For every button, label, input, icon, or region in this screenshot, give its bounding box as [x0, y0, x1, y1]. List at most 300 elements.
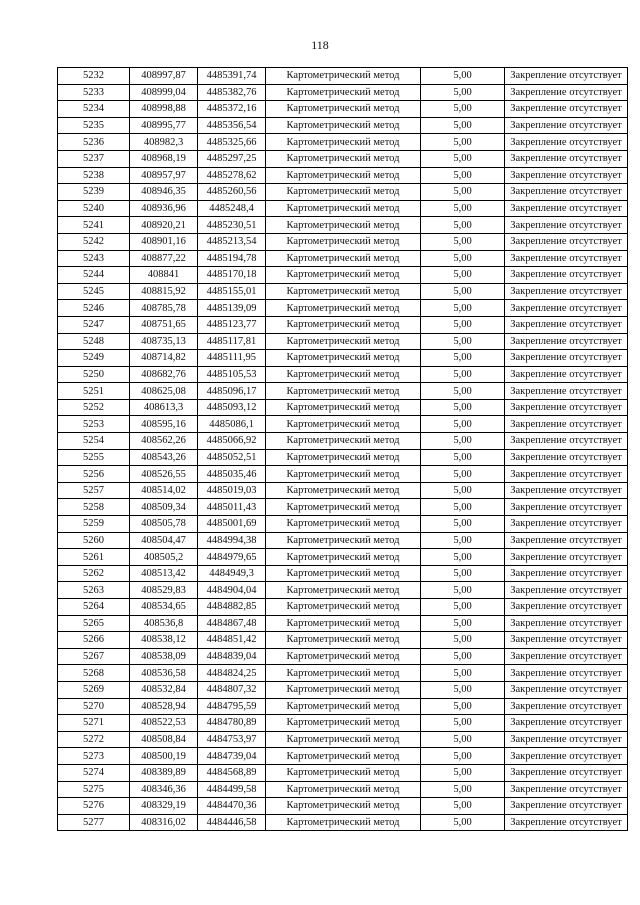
y-coordinate-cell: 4485213,54 [198, 233, 266, 250]
x-coordinate-cell: 408946,35 [130, 184, 198, 201]
table-row [58, 665, 628, 682]
point-number-cell: 5257 [58, 482, 130, 499]
point-number-cell: 5261 [58, 549, 130, 566]
table-row [58, 84, 628, 101]
fixing-cell: Закрепление отсутствует [505, 416, 628, 433]
table-row [58, 599, 628, 616]
point-number-cell: 5239 [58, 184, 130, 201]
x-coordinate-cell: 408995,77 [130, 117, 198, 134]
x-coordinate-cell: 408528,94 [130, 698, 198, 715]
accuracy-cell: 5,00 [421, 117, 505, 134]
fixing-cell: Закрепление отсутствует [505, 565, 628, 582]
fixing-cell: Закрепление отсутствует [505, 715, 628, 732]
point-number-cell: 5255 [58, 449, 130, 466]
accuracy-cell: 5,00 [421, 416, 505, 433]
x-coordinate-cell: 408534,65 [130, 599, 198, 616]
point-number-cell: 5236 [58, 134, 130, 151]
table-row [58, 499, 628, 516]
accuracy-cell: 5,00 [421, 333, 505, 350]
x-coordinate-cell: 408504,47 [130, 532, 198, 549]
fixing-cell: Закрепление отсутствует [505, 350, 628, 367]
point-number-cell: 5270 [58, 698, 130, 715]
method-cell: Картометрический метод [266, 599, 421, 616]
x-coordinate-cell: 408536,8 [130, 615, 198, 632]
x-coordinate-cell: 408346,36 [130, 781, 198, 798]
fixing-cell: Закрепление отсутствует [505, 798, 628, 815]
accuracy-cell: 5,00 [421, 250, 505, 267]
accuracy-cell: 5,00 [421, 449, 505, 466]
method-cell: Картометрический метод [266, 117, 421, 134]
y-coordinate-cell: 4484470,36 [198, 798, 266, 815]
accuracy-cell: 5,00 [421, 499, 505, 516]
fixing-cell: Закрепление отсутствует [505, 283, 628, 300]
point-number-cell: 5264 [58, 599, 130, 616]
point-number-cell: 5275 [58, 781, 130, 798]
fixing-cell: Закрепление отсутствует [505, 499, 628, 516]
y-coordinate-cell: 4485096,17 [198, 383, 266, 400]
x-coordinate-cell: 408536,58 [130, 665, 198, 682]
x-coordinate-cell: 408514,02 [130, 482, 198, 499]
coordinates-table [57, 67, 628, 831]
fixing-cell: Закрепление отсутствует [505, 200, 628, 217]
y-coordinate-cell: 4485052,51 [198, 449, 266, 466]
point-number-cell: 5233 [58, 84, 130, 101]
fixing-cell: Закрепление отсутствует [505, 150, 628, 167]
accuracy-cell: 5,00 [421, 316, 505, 333]
x-coordinate-cell: 408815,92 [130, 283, 198, 300]
x-coordinate-cell: 408505,2 [130, 549, 198, 566]
fixing-cell: Закрепление отсутствует [505, 532, 628, 549]
y-coordinate-cell: 4484807,32 [198, 681, 266, 698]
point-number-cell: 5251 [58, 383, 130, 400]
y-coordinate-cell: 4485230,51 [198, 217, 266, 234]
point-number-cell: 5277 [58, 814, 130, 831]
y-coordinate-cell: 4485248,4 [198, 200, 266, 217]
table-row [58, 350, 628, 367]
table-row [58, 383, 628, 400]
x-coordinate-cell: 408532,84 [130, 681, 198, 698]
fixing-cell: Закрепление отсутствует [505, 383, 628, 400]
accuracy-cell: 5,00 [421, 582, 505, 599]
method-cell: Картометрический метод [266, 316, 421, 333]
point-number-cell: 5260 [58, 532, 130, 549]
point-number-cell: 5248 [58, 333, 130, 350]
x-coordinate-cell: 408508,84 [130, 731, 198, 748]
y-coordinate-cell: 4485139,09 [198, 300, 266, 317]
y-coordinate-cell: 4484851,42 [198, 632, 266, 649]
fixing-cell: Закрепление отсутствует [505, 599, 628, 616]
table-row [58, 250, 628, 267]
method-cell: Картометрический метод [266, 681, 421, 698]
y-coordinate-cell: 4484499,58 [198, 781, 266, 798]
y-coordinate-cell: 4485260,56 [198, 184, 266, 201]
fixing-cell: Закрепление отсутствует [505, 764, 628, 781]
accuracy-cell: 5,00 [421, 798, 505, 815]
x-coordinate-cell: 408522,53 [130, 715, 198, 732]
y-coordinate-cell: 4485066,92 [198, 433, 266, 450]
table-row [58, 482, 628, 499]
point-number-cell: 5273 [58, 748, 130, 765]
point-number-cell: 5252 [58, 399, 130, 416]
fixing-cell: Закрепление отсутствует [505, 516, 628, 533]
table-row [58, 632, 628, 649]
fixing-cell: Закрепление отсутствует [505, 466, 628, 483]
table-row [58, 167, 628, 184]
accuracy-cell: 5,00 [421, 814, 505, 831]
accuracy-cell: 5,00 [421, 101, 505, 118]
y-coordinate-cell: 4485278,62 [198, 167, 266, 184]
y-coordinate-cell: 4485105,53 [198, 366, 266, 383]
fixing-cell: Закрепление отсутствует [505, 665, 628, 682]
accuracy-cell: 5,00 [421, 84, 505, 101]
x-coordinate-cell: 408625,08 [130, 383, 198, 400]
fixing-cell: Закрепление отсутствует [505, 333, 628, 350]
accuracy-cell: 5,00 [421, 399, 505, 416]
x-coordinate-cell: 408526,55 [130, 466, 198, 483]
x-coordinate-cell: 408389,89 [130, 764, 198, 781]
y-coordinate-cell: 4484739,04 [198, 748, 266, 765]
point-number-cell: 5274 [58, 764, 130, 781]
method-cell: Картометрический метод [266, 84, 421, 101]
point-number-cell: 5237 [58, 150, 130, 167]
y-coordinate-cell: 4485117,81 [198, 333, 266, 350]
fixing-cell: Закрепление отсутствует [505, 84, 628, 101]
fixing-cell: Закрепление отсутствует [505, 184, 628, 201]
table-row [58, 399, 628, 416]
method-cell: Картометрический метод [266, 466, 421, 483]
point-number-cell: 5269 [58, 681, 130, 698]
accuracy-cell: 5,00 [421, 698, 505, 715]
method-cell: Картометрический метод [266, 233, 421, 250]
table-row [58, 433, 628, 450]
point-number-cell: 5267 [58, 648, 130, 665]
fixing-cell: Закрепление отсутствует [505, 250, 628, 267]
y-coordinate-cell: 4484979,65 [198, 549, 266, 566]
table-row [58, 748, 628, 765]
x-coordinate-cell: 408529,83 [130, 582, 198, 599]
accuracy-cell: 5,00 [421, 549, 505, 566]
table-row [58, 582, 628, 599]
point-number-cell: 5234 [58, 101, 130, 118]
method-cell: Картометрический метод [266, 532, 421, 549]
y-coordinate-cell: 4485123,77 [198, 316, 266, 333]
method-cell: Картометрический метод [266, 416, 421, 433]
method-cell: Картометрический метод [266, 748, 421, 765]
y-coordinate-cell: 4484994,38 [198, 532, 266, 549]
accuracy-cell: 5,00 [421, 781, 505, 798]
fixing-cell: Закрепление отсутствует [505, 217, 628, 234]
table-row [58, 300, 628, 317]
method-cell: Картометрический метод [266, 366, 421, 383]
method-cell: Картометрический метод [266, 798, 421, 815]
y-coordinate-cell: 4485035,46 [198, 466, 266, 483]
method-cell: Картометрический метод [266, 516, 421, 533]
table-row [58, 416, 628, 433]
fixing-cell: Закрепление отсутствует [505, 814, 628, 831]
fixing-cell: Закрепление отсутствует [505, 449, 628, 466]
x-coordinate-cell: 408999,04 [130, 84, 198, 101]
x-coordinate-cell: 408500,19 [130, 748, 198, 765]
x-coordinate-cell: 408785,78 [130, 300, 198, 317]
accuracy-cell: 5,00 [421, 134, 505, 151]
point-number-cell: 5250 [58, 366, 130, 383]
fixing-cell: Закрепление отсутствует [505, 134, 628, 151]
y-coordinate-cell: 4485011,43 [198, 499, 266, 516]
fixing-cell: Закрепление отсутствует [505, 648, 628, 665]
accuracy-cell: 5,00 [421, 599, 505, 616]
x-coordinate-cell: 408595,16 [130, 416, 198, 433]
y-coordinate-cell: 4485111,95 [198, 350, 266, 367]
table-row [58, 184, 628, 201]
accuracy-cell: 5,00 [421, 681, 505, 698]
accuracy-cell: 5,00 [421, 632, 505, 649]
coordinates-table-body [58, 68, 628, 831]
point-number-cell: 5244 [58, 267, 130, 284]
point-number-cell: 5243 [58, 250, 130, 267]
table-row [58, 316, 628, 333]
y-coordinate-cell: 4484882,85 [198, 599, 266, 616]
x-coordinate-cell: 408957,97 [130, 167, 198, 184]
table-row [58, 101, 628, 118]
method-cell: Картометрический метод [266, 764, 421, 781]
point-number-cell: 5242 [58, 233, 130, 250]
y-coordinate-cell: 4484839,04 [198, 648, 266, 665]
point-number-cell: 5235 [58, 117, 130, 134]
fixing-cell: Закрепление отсутствует [505, 731, 628, 748]
y-coordinate-cell: 4485086,1 [198, 416, 266, 433]
fixing-cell: Закрепление отсутствует [505, 433, 628, 450]
x-coordinate-cell: 408714,82 [130, 350, 198, 367]
table-row [58, 516, 628, 533]
fixing-cell: Закрепление отсутствует [505, 781, 628, 798]
point-number-cell: 5247 [58, 316, 130, 333]
method-cell: Картометрический метод [266, 383, 421, 400]
x-coordinate-cell: 408936,96 [130, 200, 198, 217]
table-row [58, 267, 628, 284]
point-number-cell: 5268 [58, 665, 130, 682]
x-coordinate-cell: 408509,34 [130, 499, 198, 516]
point-number-cell: 5265 [58, 615, 130, 632]
y-coordinate-cell: 4484568,89 [198, 764, 266, 781]
y-coordinate-cell: 4484795,59 [198, 698, 266, 715]
method-cell: Картометрический метод [266, 68, 421, 85]
x-coordinate-cell: 408316,02 [130, 814, 198, 831]
x-coordinate-cell: 408329,19 [130, 798, 198, 815]
accuracy-cell: 5,00 [421, 167, 505, 184]
table-row [58, 814, 628, 831]
accuracy-cell: 5,00 [421, 516, 505, 533]
accuracy-cell: 5,00 [421, 715, 505, 732]
method-cell: Картометрический метод [266, 184, 421, 201]
table-row [58, 615, 628, 632]
accuracy-cell: 5,00 [421, 184, 505, 201]
y-coordinate-cell: 4485001,69 [198, 516, 266, 533]
y-coordinate-cell: 4485019,03 [198, 482, 266, 499]
method-cell: Картометрический метод [266, 150, 421, 167]
x-coordinate-cell: 408538,12 [130, 632, 198, 649]
y-coordinate-cell: 4484780,89 [198, 715, 266, 732]
x-coordinate-cell: 408735,13 [130, 333, 198, 350]
point-number-cell: 5232 [58, 68, 130, 85]
point-number-cell: 5249 [58, 350, 130, 367]
method-cell: Картометрический метод [266, 134, 421, 151]
y-coordinate-cell: 4485356,54 [198, 117, 266, 134]
x-coordinate-cell: 408543,26 [130, 449, 198, 466]
x-coordinate-cell: 408751,65 [130, 316, 198, 333]
method-cell: Картометрический метод [266, 399, 421, 416]
fixing-cell: Закрепление отсутствует [505, 68, 628, 85]
point-number-cell: 5246 [58, 300, 130, 317]
y-coordinate-cell: 4484753,97 [198, 731, 266, 748]
method-cell: Картометрический метод [266, 781, 421, 798]
x-coordinate-cell: 408613,3 [130, 399, 198, 416]
y-coordinate-cell: 4485297,25 [198, 150, 266, 167]
method-cell: Картометрический метод [266, 101, 421, 118]
fixing-cell: Закрепление отсутствует [505, 582, 628, 599]
x-coordinate-cell: 408841 [130, 267, 198, 284]
table-row [58, 565, 628, 582]
table-row [58, 798, 628, 815]
method-cell: Картометрический метод [266, 731, 421, 748]
x-coordinate-cell: 408901,16 [130, 233, 198, 250]
fixing-cell: Закрепление отсутствует [505, 366, 628, 383]
point-number-cell: 5253 [58, 416, 130, 433]
accuracy-cell: 5,00 [421, 665, 505, 682]
point-number-cell: 5276 [58, 798, 130, 815]
table-row [58, 233, 628, 250]
fixing-cell: Закрепление отсутствует [505, 681, 628, 698]
table-row [58, 449, 628, 466]
y-coordinate-cell: 4485391,74 [198, 68, 266, 85]
y-coordinate-cell: 4485325,66 [198, 134, 266, 151]
x-coordinate-cell: 408920,21 [130, 217, 198, 234]
table-row [58, 366, 628, 383]
accuracy-cell: 5,00 [421, 466, 505, 483]
x-coordinate-cell: 408998,88 [130, 101, 198, 118]
table-row [58, 134, 628, 151]
accuracy-cell: 5,00 [421, 482, 505, 499]
y-coordinate-cell: 4485170,18 [198, 267, 266, 284]
fixing-cell: Закрепление отсутствует [505, 316, 628, 333]
fixing-cell: Закрепление отсутствует [505, 233, 628, 250]
fixing-cell: Закрепление отсутствует [505, 167, 628, 184]
y-coordinate-cell: 4484949,3 [198, 565, 266, 582]
accuracy-cell: 5,00 [421, 764, 505, 781]
point-number-cell: 5240 [58, 200, 130, 217]
x-coordinate-cell: 408513,42 [130, 565, 198, 582]
point-number-cell: 5259 [58, 516, 130, 533]
table-row [58, 781, 628, 798]
point-number-cell: 5258 [58, 499, 130, 516]
point-number-cell: 5245 [58, 283, 130, 300]
accuracy-cell: 5,00 [421, 565, 505, 582]
fixing-cell: Закрепление отсутствует [505, 399, 628, 416]
method-cell: Картометрический метод [266, 648, 421, 665]
point-number-cell: 5238 [58, 167, 130, 184]
y-coordinate-cell: 4485194,78 [198, 250, 266, 267]
table-row [58, 648, 628, 665]
fixing-cell: Закрепление отсутствует [505, 549, 628, 566]
method-cell: Картометрический метод [266, 814, 421, 831]
x-coordinate-cell: 408538,09 [130, 648, 198, 665]
x-coordinate-cell: 408505,78 [130, 516, 198, 533]
method-cell: Картометрический метод [266, 698, 421, 715]
fixing-cell: Закрепление отсутствует [505, 267, 628, 284]
point-number-cell: 5256 [58, 466, 130, 483]
accuracy-cell: 5,00 [421, 283, 505, 300]
table-row [58, 466, 628, 483]
point-number-cell: 5266 [58, 632, 130, 649]
y-coordinate-cell: 4485382,76 [198, 84, 266, 101]
table-row [58, 698, 628, 715]
accuracy-cell: 5,00 [421, 150, 505, 167]
accuracy-cell: 5,00 [421, 200, 505, 217]
x-coordinate-cell: 408982,3 [130, 134, 198, 151]
fixing-cell: Закрепление отсутствует [505, 101, 628, 118]
accuracy-cell: 5,00 [421, 233, 505, 250]
x-coordinate-cell: 408877,22 [130, 250, 198, 267]
method-cell: Картометрический метод [266, 167, 421, 184]
fixing-cell: Закрепление отсутствует [505, 748, 628, 765]
point-number-cell: 5263 [58, 582, 130, 599]
accuracy-cell: 5,00 [421, 366, 505, 383]
table-row [58, 532, 628, 549]
method-cell: Картометрический метод [266, 283, 421, 300]
method-cell: Картометрический метод [266, 433, 421, 450]
table-row [58, 117, 628, 134]
x-coordinate-cell: 408968,19 [130, 150, 198, 167]
point-number-cell: 5262 [58, 565, 130, 582]
table-row [58, 283, 628, 300]
y-coordinate-cell: 4484824,25 [198, 665, 266, 682]
table-row [58, 68, 628, 85]
method-cell: Картометрический метод [266, 482, 421, 499]
method-cell: Картометрический метод [266, 449, 421, 466]
method-cell: Картометрический метод [266, 200, 421, 217]
accuracy-cell: 5,00 [421, 532, 505, 549]
method-cell: Картометрический метод [266, 350, 421, 367]
point-number-cell: 5272 [58, 731, 130, 748]
table-row [58, 217, 628, 234]
accuracy-cell: 5,00 [421, 383, 505, 400]
point-number-cell: 5241 [58, 217, 130, 234]
table-row [58, 333, 628, 350]
accuracy-cell: 5,00 [421, 68, 505, 85]
method-cell: Картометрический метод [266, 615, 421, 632]
x-coordinate-cell: 408997,87 [130, 68, 198, 85]
method-cell: Картометрический метод [266, 499, 421, 516]
point-number-cell: 5254 [58, 433, 130, 450]
method-cell: Картометрический метод [266, 565, 421, 582]
fixing-cell: Закрепление отсутствует [505, 698, 628, 715]
fixing-cell: Закрепление отсутствует [505, 482, 628, 499]
table-row [58, 681, 628, 698]
x-coordinate-cell: 408562,26 [130, 433, 198, 450]
method-cell: Картометрический метод [266, 217, 421, 234]
method-cell: Картометрический метод [266, 665, 421, 682]
y-coordinate-cell: 4485372,16 [198, 101, 266, 118]
table-row [58, 150, 628, 167]
accuracy-cell: 5,00 [421, 615, 505, 632]
accuracy-cell: 5,00 [421, 350, 505, 367]
method-cell: Картометрический метод [266, 250, 421, 267]
accuracy-cell: 5,00 [421, 300, 505, 317]
fixing-cell: Закрепление отсутствует [505, 117, 628, 134]
accuracy-cell: 5,00 [421, 731, 505, 748]
table-row [58, 731, 628, 748]
x-coordinate-cell: 408682,76 [130, 366, 198, 383]
method-cell: Картометрический метод [266, 549, 421, 566]
